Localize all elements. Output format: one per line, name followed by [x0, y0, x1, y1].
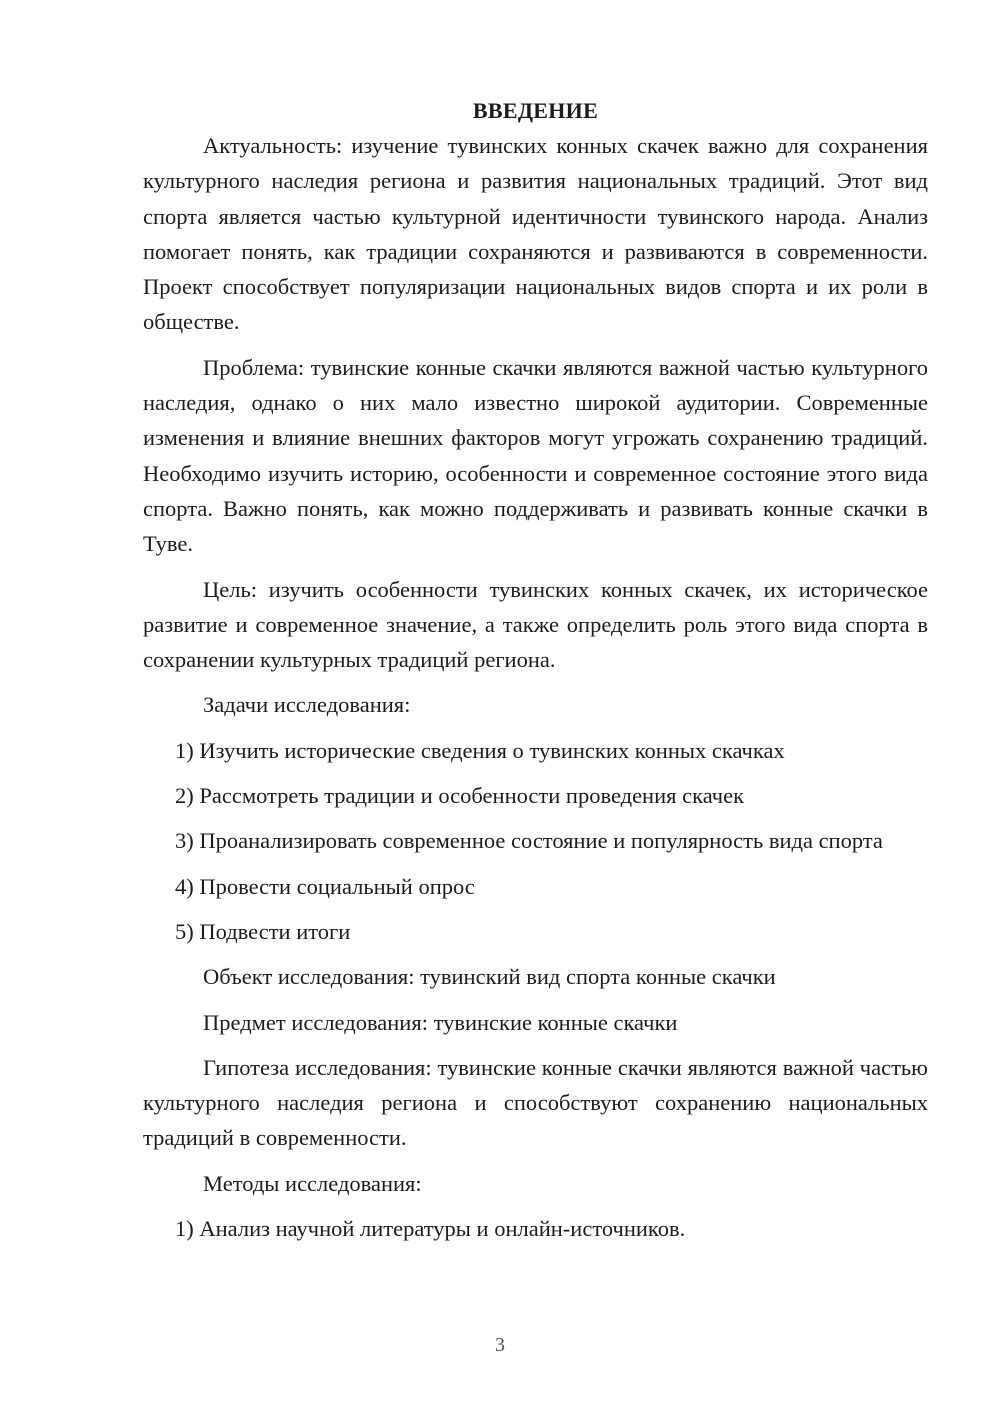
methods-title: Методы исследования: [203, 1170, 422, 1196]
page-number: 3 [495, 1334, 505, 1356]
relevance-paragraph: Актуальность: изучение тувинских конных скачек важно для сохранения культурного наследия региона и развития национальных традиций. Этот вид спорта является частью культурной идентичности тувинского народа. Анализ помогает понять, как традиции сохраняются и развиваются в современности. Проект способствует популяризации национальных видов спорта и их роли в обществе. [143, 133, 928, 335]
goal-paragraph: Цель: изучить особенности тувинских конных скачек, их историческое развитие и современное значение, а также определить роль этого вида спорта в сохранении культурных традиций региона. [143, 576, 928, 673]
task-item: 1) Изучить исторические сведения о тувинских конных скачках [175, 737, 785, 763]
method-item: 1) Анализ научной литературы и онлайн-источников. [175, 1216, 686, 1242]
task-item: 3) Проанализировать современное состояние и популярность вида спорта [175, 828, 883, 854]
research-subject: Предмет исследования: тувинские конные скачки [203, 1009, 678, 1035]
problem-paragraph: Проблема: тувинские конные скачки являются важной частью культурного наследия, однако о них мало известно широкой аудитории. Современные изменения и влияние внешних факторов могут угрожать сохранению традиций. Необходимо изучить историю, особенности и современное состояние этого вида спорта. Важно понять, как можно поддерживать и развивать конные скачки в Туве. [143, 354, 928, 557]
task-item: 2) Рассмотреть традиции и особенности проведения скачек [175, 783, 745, 809]
research-object: Объект исследования: тувинский вид спорта конные скачки [203, 964, 776, 990]
document-page [143, 94, 928, 1246]
section-heading: ВВЕДЕНИЕ [472, 98, 599, 123]
task-item: 5) Подвести итоги [175, 918, 351, 944]
tasks-title: Задачи исследования: [203, 692, 411, 718]
hypothesis-paragraph: Гипотеза исследования: тувинские конные скачки являются важной частью культурного наследия региона и способствуют сохранению национальных традиций в современности. [143, 1054, 928, 1151]
task-item: 4) Провести социальный опрос [175, 873, 475, 899]
